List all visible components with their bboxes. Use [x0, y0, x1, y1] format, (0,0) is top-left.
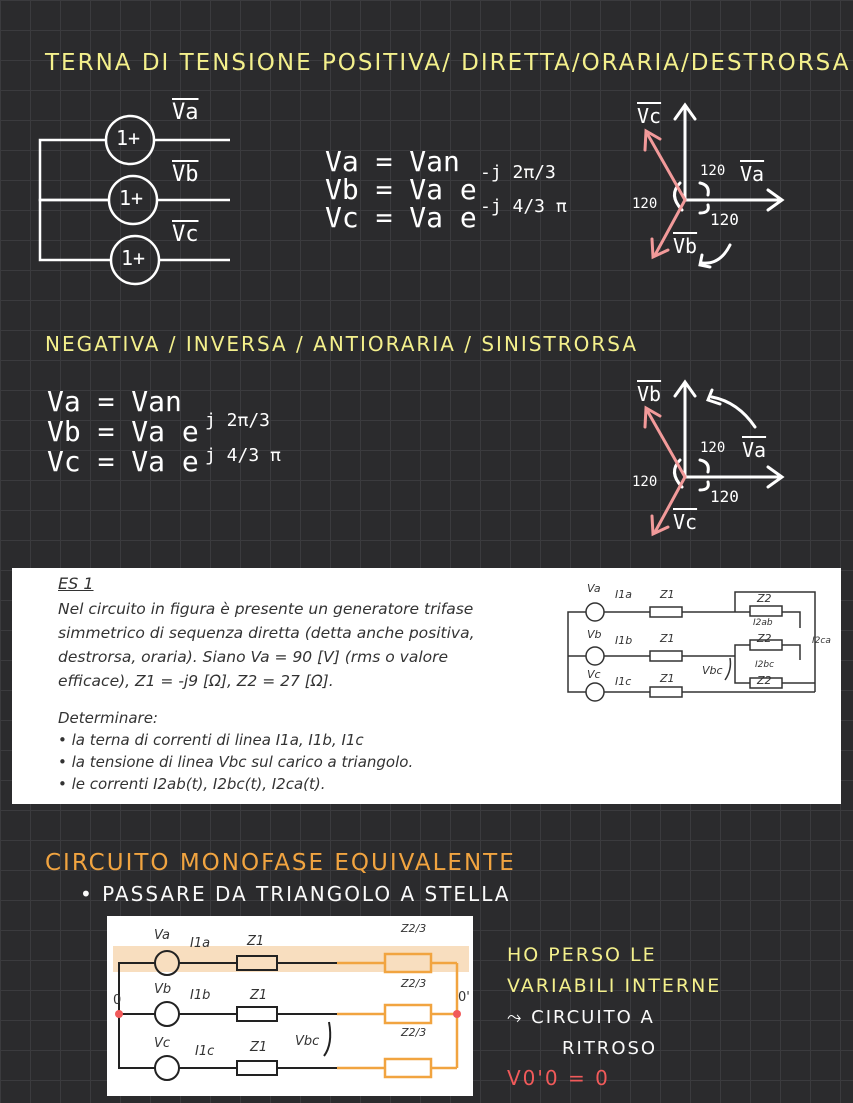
- circuit-label: Z1: [660, 588, 675, 601]
- label-vb: $\overline{Vb}$: [172, 162, 199, 187]
- circuit-label: Z1: [660, 632, 675, 645]
- gen-label-1: 1+: [116, 126, 141, 150]
- eq-vc-negative: Vc = Va e: [47, 445, 199, 478]
- note-ritroso: RITROSO: [562, 1038, 658, 1059]
- angle-label: 120: [700, 440, 726, 456]
- section3-bullet: • PASSARE DA TRIANGOLO A STELLA: [80, 882, 511, 906]
- exercise-determine: Determinare:: [58, 709, 158, 727]
- angle-label: 120: [710, 210, 739, 229]
- eq-va-negative: Va = Van: [47, 385, 182, 418]
- mono-label: I1a: [190, 936, 211, 951]
- phasor-va-label: $\overline{Va}$: [742, 438, 767, 462]
- eq-vc-positive: Vc = Va e: [325, 201, 477, 234]
- note-voo: V0'0 = 0: [507, 1066, 610, 1090]
- mono-label: Z2/3: [401, 977, 427, 990]
- circuit-label: Vbc: [702, 664, 723, 677]
- circuit-label: I1c: [615, 675, 632, 688]
- circuit-label: Z1: [660, 672, 675, 685]
- exercise-bullet: • la terna di correnti di linea I1a, I1b, I1c: [58, 731, 364, 749]
- angle-label: 120: [700, 163, 726, 179]
- gen-label-2: 1+: [119, 186, 144, 210]
- mono-label: Z2/3: [401, 922, 427, 935]
- note-lost: HO PERSO LE: [507, 944, 657, 966]
- angle-label: 120: [710, 487, 739, 506]
- note-circuit: ⤳ CIRCUITO A: [507, 1007, 655, 1028]
- exercise-line: destrorsa, oraria). Siano Va = 90 [V] (rms o valore: [58, 648, 449, 666]
- eq-vc-exp-negative: j 4/3 π: [205, 445, 281, 466]
- exercise-title: ES 1: [58, 574, 94, 593]
- section1-title: TERNA DI TENSIONE POSITIVA/ DIRETTA/ORARIA/DESTRORSA: [45, 50, 851, 76]
- phasor-vc-label: $\overline{Vc}$: [673, 510, 698, 534]
- label-vc: $\overline{Vc}$: [172, 222, 199, 247]
- circuit-label: I1b: [615, 634, 633, 647]
- circuit-label: I2bc: [755, 660, 775, 670]
- phasor-vb-label: $\overline{Vb}$: [673, 234, 698, 258]
- exercise-bullet: • le correnti I2ab(t), I2bc(t), I2ca(t).: [58, 775, 326, 793]
- mono-label: Z1: [250, 1040, 268, 1055]
- node-o-prime: 0': [458, 990, 470, 1005]
- circuit-label: I1a: [615, 588, 632, 601]
- mono-label: Vb: [154, 982, 172, 997]
- circuit-label: I2ab: [753, 618, 773, 628]
- circuit-label: Z2: [757, 592, 772, 605]
- mono-label: I1b: [190, 988, 211, 1003]
- mono-label: I1c: [195, 1044, 215, 1059]
- phasor-vb-label: $\overline{Vb}$: [637, 382, 662, 406]
- circuit-label: Vb: [587, 628, 602, 641]
- generator-circuit-positive: [35, 100, 265, 270]
- circuit-label: Vc: [587, 668, 601, 681]
- exercise-line: Nel circuito in figura è presente un generatore trifase: [58, 600, 474, 618]
- angle-label: 120: [632, 196, 658, 212]
- phasor-va-label: $\overline{Va}$: [740, 162, 765, 186]
- eq-vb-positive: Vb = Va e: [325, 173, 477, 206]
- exercise-line: efficace), Z1 = -j9 [Ω], Z2 = 27 [Ω].: [58, 672, 334, 690]
- circuit-label: Z2: [757, 632, 772, 645]
- gen-label-3: 1+: [121, 246, 146, 270]
- angle-label: 120: [632, 474, 658, 490]
- exercise-circuit: [560, 580, 830, 710]
- mono-label: Vbc: [295, 1034, 320, 1049]
- eq-va-positive: Va = Van: [325, 145, 460, 178]
- eq-vb-negative: Vb = Va e: [47, 415, 199, 448]
- circuit-label: Va: [587, 582, 601, 595]
- monophase-circuit: [107, 916, 473, 1096]
- mono-label: Va: [154, 928, 171, 943]
- eq-vb-exp-negative: j 2π/3: [205, 410, 271, 431]
- circuit-label: Z2: [757, 674, 772, 687]
- note-variables: VARIABILI INTERNE: [507, 975, 722, 997]
- phasor-vc-label: $\overline{Vc}$: [637, 104, 662, 128]
- mono-label: Z1: [247, 934, 265, 949]
- eq-vb-exp-positive: -j 2π/3: [480, 162, 556, 183]
- node-o: 0: [113, 993, 122, 1008]
- mono-label: Vc: [154, 1036, 171, 1051]
- label-va: $\overline{Va}$: [172, 100, 199, 125]
- exercise-bullet: • la tensione di linea Vbc sul carico a triangolo.: [58, 753, 414, 771]
- section3-title: CIRCUITO MONOFASE EQUIVALENTE: [45, 850, 516, 876]
- mono-label: Z1: [250, 988, 268, 1003]
- eq-vc-exp-positive: -j 4/3 π: [480, 196, 567, 217]
- section2-title: NEGATIVA / INVERSA / ANTIORARIA / SINISTRORSA: [45, 332, 638, 356]
- circuit-label: I2ca: [812, 636, 831, 646]
- exercise-line: simmetrico di sequenza diretta (detta anche positiva,: [58, 624, 475, 642]
- mono-label: Z2/3: [401, 1026, 427, 1039]
